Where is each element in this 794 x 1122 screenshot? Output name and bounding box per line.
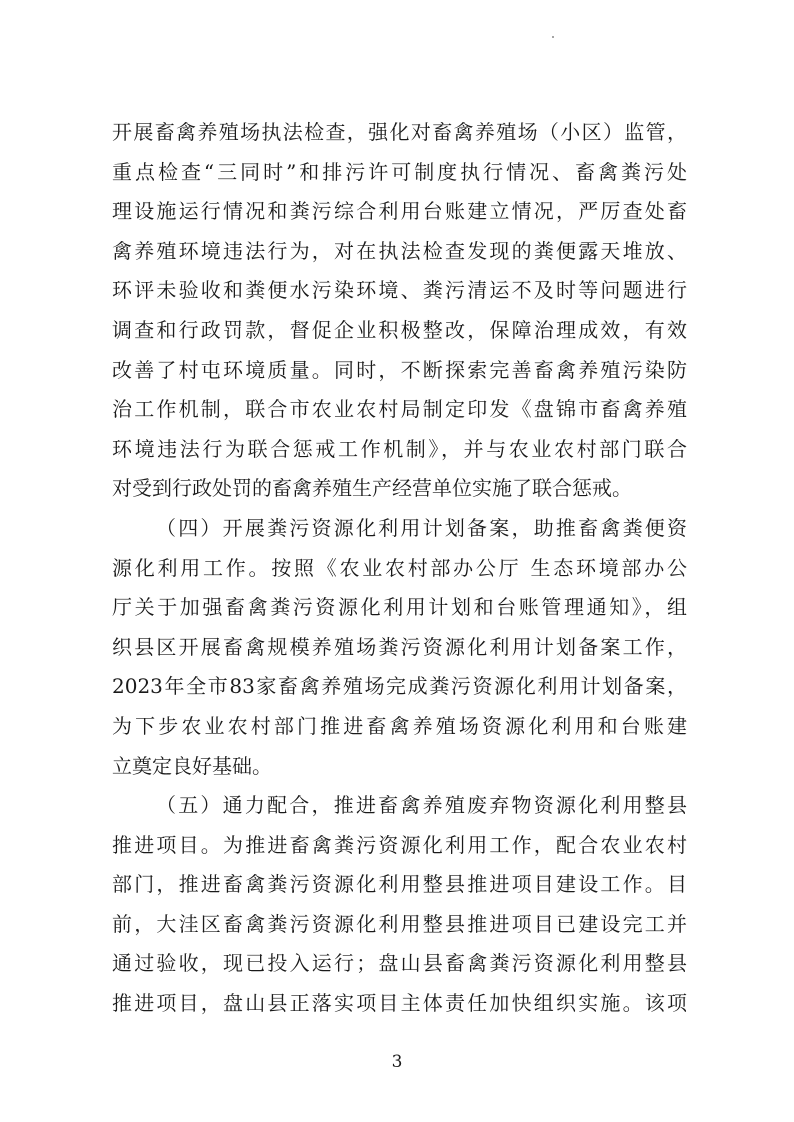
paragraph-line: 改善了村屯环境质量。同时，不断探索完善畜禽养殖污染防 xyxy=(112,357,687,382)
paragraph-line: （五）通力配合，推进畜禽养殖废弃物资源化利用整县 xyxy=(156,793,687,818)
paragraph-line: 对受到行政处罚的畜禽养殖生产经营单位实施了联合惩戒。 xyxy=(112,476,632,501)
paragraph-line: 理设施运行情况和粪污综合利用台账建立情况，严厉查处畜 xyxy=(112,199,687,224)
scan-speck xyxy=(552,36,554,38)
paragraph-line: 治工作机制，联合市农业农村局制定印发《盘锦市畜禽养殖 xyxy=(112,397,687,422)
paragraph xyxy=(112,113,687,509)
paragraph-line: 通过验收，现已投入运行；盘山县畜禽粪污资源化利用整县 xyxy=(112,951,687,976)
paragraph-line: 织县区开展畜禽规模养殖场粪污资源化利用计划备案工作， xyxy=(112,634,687,659)
paragraph-line: 推进项目，盘山县正落实项目主体责任加快组织实施。该项 xyxy=(112,991,687,1016)
paragraph-line: 为下步农业农村部门推进畜禽养殖场资源化利用和台账建 xyxy=(112,713,687,738)
page-number: 3 xyxy=(391,1052,403,1072)
paragraph-line: 禽养殖环境违法行为，对在执法检查发现的粪便露天堆放、 xyxy=(112,238,687,263)
paragraph-line: 推进项目。为推进畜禽粪污资源化利用工作，配合农业农村 xyxy=(112,832,687,857)
body-text xyxy=(112,113,687,1024)
paragraph xyxy=(112,786,687,1024)
paragraph-line: 2023年全市83家畜禽养殖场完成粪污资源化利用计划备案， xyxy=(112,674,687,699)
paragraph-line: 环评未验收和粪便水污染环境、粪污清运不及时等问题进行 xyxy=(112,278,687,303)
paragraph-line: 源化利用工作。按照《农业农村部办公厅 生态环境部办公 xyxy=(112,555,687,580)
paragraph-line: 开展畜禽养殖场执法检查，强化对畜禽养殖场（小区）监管， xyxy=(112,120,687,144)
paragraph-line: 部门，推进畜禽粪污资源化利用整县推进项目建设工作。目 xyxy=(112,872,687,897)
paragraph-line: 厅关于加强畜禽粪污资源化利用计划和台账管理通知》，组 xyxy=(112,595,687,620)
paragraph xyxy=(112,509,687,786)
paragraph-line: 环境违法行为联合惩戒工作机制》，并与农业农村部门联合 xyxy=(112,436,687,461)
paragraph-line: 前，大洼区畜禽粪污资源化利用整县推进项目已建设完工并 xyxy=(112,911,687,936)
paragraph-line: 立奠定良好基础。 xyxy=(112,753,272,778)
paragraph-line: 重点检查“三同时”和排污许可制度执行情况、畜禽粪污处 xyxy=(112,159,687,184)
paragraph-line: （四）开展粪污资源化利用计划备案，助推畜禽粪便资 xyxy=(156,515,687,540)
paragraph-line: 调查和行政罚款，督促企业积极整改，保障治理成效，有效 xyxy=(112,317,687,342)
